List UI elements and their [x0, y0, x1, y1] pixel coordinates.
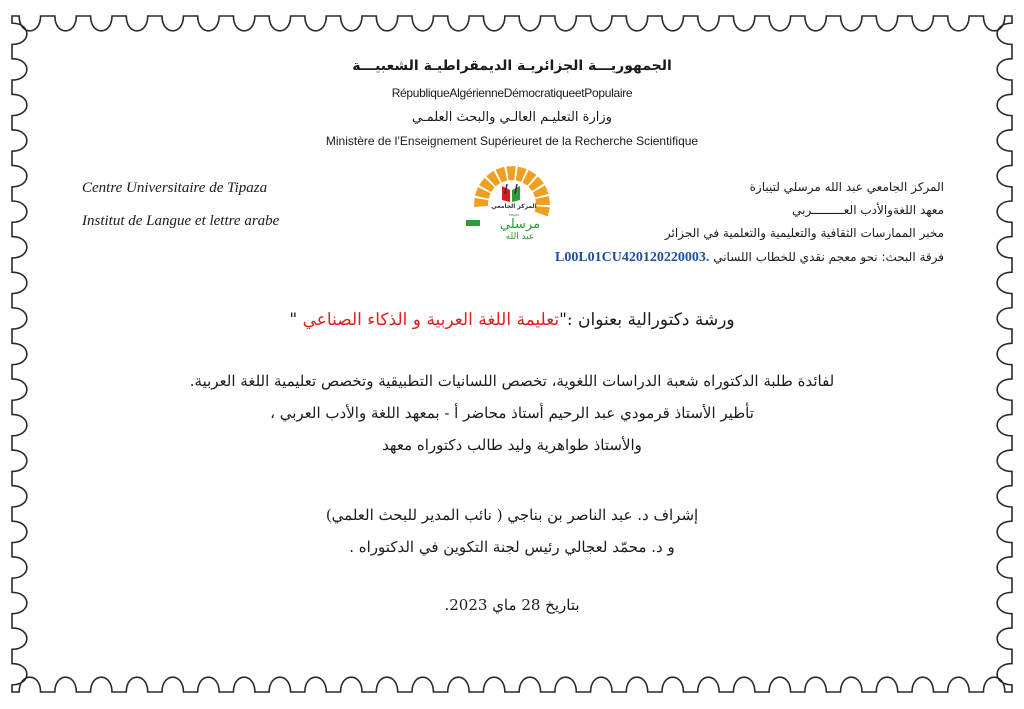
- centre-arabic: المركز الجامعي عبد الله مرسلي لتيبازة: [749, 180, 944, 194]
- logo-arc-block: [535, 196, 550, 205]
- oversight-line-2: و د. محمّد لعجالي رئيس لجنة التكوين في الدكتوراه .: [349, 538, 675, 556]
- centre-name: Centre Universitaire de Tipaza: [82, 180, 268, 196]
- institut-name: Institut de Langue et lettre arabe: [82, 213, 280, 229]
- republic-arabic: الجمهوريـــة الجزائريـة الديمقراطيـة الشعبيـــة: [352, 58, 672, 74]
- logo-name: مرسلي: [499, 217, 541, 232]
- research-team-code: .L00L01CU420120220003: [554, 250, 710, 265]
- title-suffix: ": [289, 310, 303, 330]
- workshop-title: [0, 310, 1024, 330]
- audience-line: لفائدة طلبة الدكتوراه شعبة الدراسات اللغوية، تخصص اللسانيات التطبيقية وتخصص تعليمية اللغة العربية.: [189, 372, 835, 390]
- institute-arabic: معهد اللغةوالأدب العـــــــــربي: [792, 203, 944, 217]
- logo-book-icon: [502, 184, 520, 202]
- supervisor-line-2: والأستاذ طواهرية وليد طالب دكتوراه معهد: [382, 436, 642, 454]
- research-team-label: فرقة البحث: نحو معجم نقدي للخطاب اللساني: [713, 250, 944, 264]
- logo-arc-block: [506, 166, 515, 180]
- title-prefix: ورشة دكتورالية بعنوان :": [559, 310, 735, 330]
- logo-arc-block: [535, 206, 550, 216]
- title-highlight: تعليمة اللغة العربية و الذكاء الصناعي: [302, 310, 560, 330]
- university-logo: [462, 164, 562, 242]
- event-date: بتاريخ 28 ماي 2023.: [444, 596, 580, 614]
- lab-arabic: مخبر الممارسات الثقافية والتعليمية والتعلمية في الجزائر: [664, 226, 944, 240]
- republic-french: RépubliqueAlgérienneDémocratiqueetPopulaire: [391, 86, 633, 100]
- logo-place: TIPAZA: [508, 213, 520, 217]
- logo-sub: عبد الله: [505, 232, 535, 242]
- logo-arc-block: [474, 198, 488, 207]
- logo-title: المركز الجامعي: [491, 203, 537, 210]
- research-team: [555, 250, 944, 266]
- ministry-french: Ministère de l’Enseignement Supérieuret de la Recherche Scientifique: [325, 134, 699, 148]
- supervisor-line-1: تأطير الأستاذ قرمودي عبد الرحيم أستاذ محاضر أ - بمعهد اللغة والأدب العربي ،: [270, 404, 754, 422]
- ministry-arabic: وزارة التعليـم العالـي والبحث العلمـي: [412, 110, 612, 125]
- oversight-line-1: إشراف د. عبد الناصر بن بناجي ( نائب المدير للبحث العلمي): [325, 506, 699, 524]
